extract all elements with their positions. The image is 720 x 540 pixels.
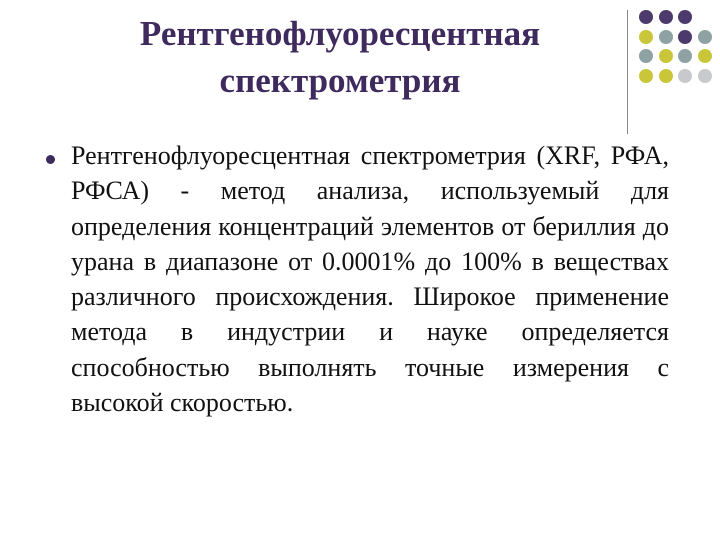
decorative-dot-icon: [639, 30, 653, 44]
decorative-dot-icon: [639, 69, 653, 83]
decorative-dot-icon: [659, 10, 673, 24]
decorative-dot-icon: [678, 30, 692, 44]
decorative-dot-icon: [639, 49, 653, 63]
slide-title: [60, 10, 620, 104]
decorative-dot-icon: [678, 10, 692, 24]
decorative-dot-icon: [698, 69, 712, 83]
title-line-2: спектрометрия: [219, 61, 461, 100]
decorative-dot-icon: [659, 69, 673, 83]
decorative-dot-icon: [698, 30, 712, 44]
decorative-divider-line: [627, 10, 628, 134]
decorative-dot-icon: [678, 49, 692, 63]
decorative-dot-icon: [659, 30, 673, 44]
decorative-dot-icon: [639, 10, 653, 24]
decorative-dot-icon: [698, 49, 712, 63]
bullet-text: Рентгенофлуоресцентная спектрометрия (XRF, РФА, РФСА) - метод анализа, используемый для определения концентраций элементов от бериллия до урана в диапазоне от 0.0001% до 100% в веществах различного происхождения. Широкое применение метода в индустрии и науке определяется способностью выполнять точные измерения с высокой скоростью.: [71, 141, 669, 418]
decorative-dot-grid: [636, 8, 720, 108]
decorative-dot-icon: [659, 49, 673, 63]
title-line-1: Рентгенофлуоресцентная: [139, 14, 541, 53]
decorative-dot-icon: [678, 69, 692, 83]
bullet-dot-icon: [46, 155, 55, 164]
